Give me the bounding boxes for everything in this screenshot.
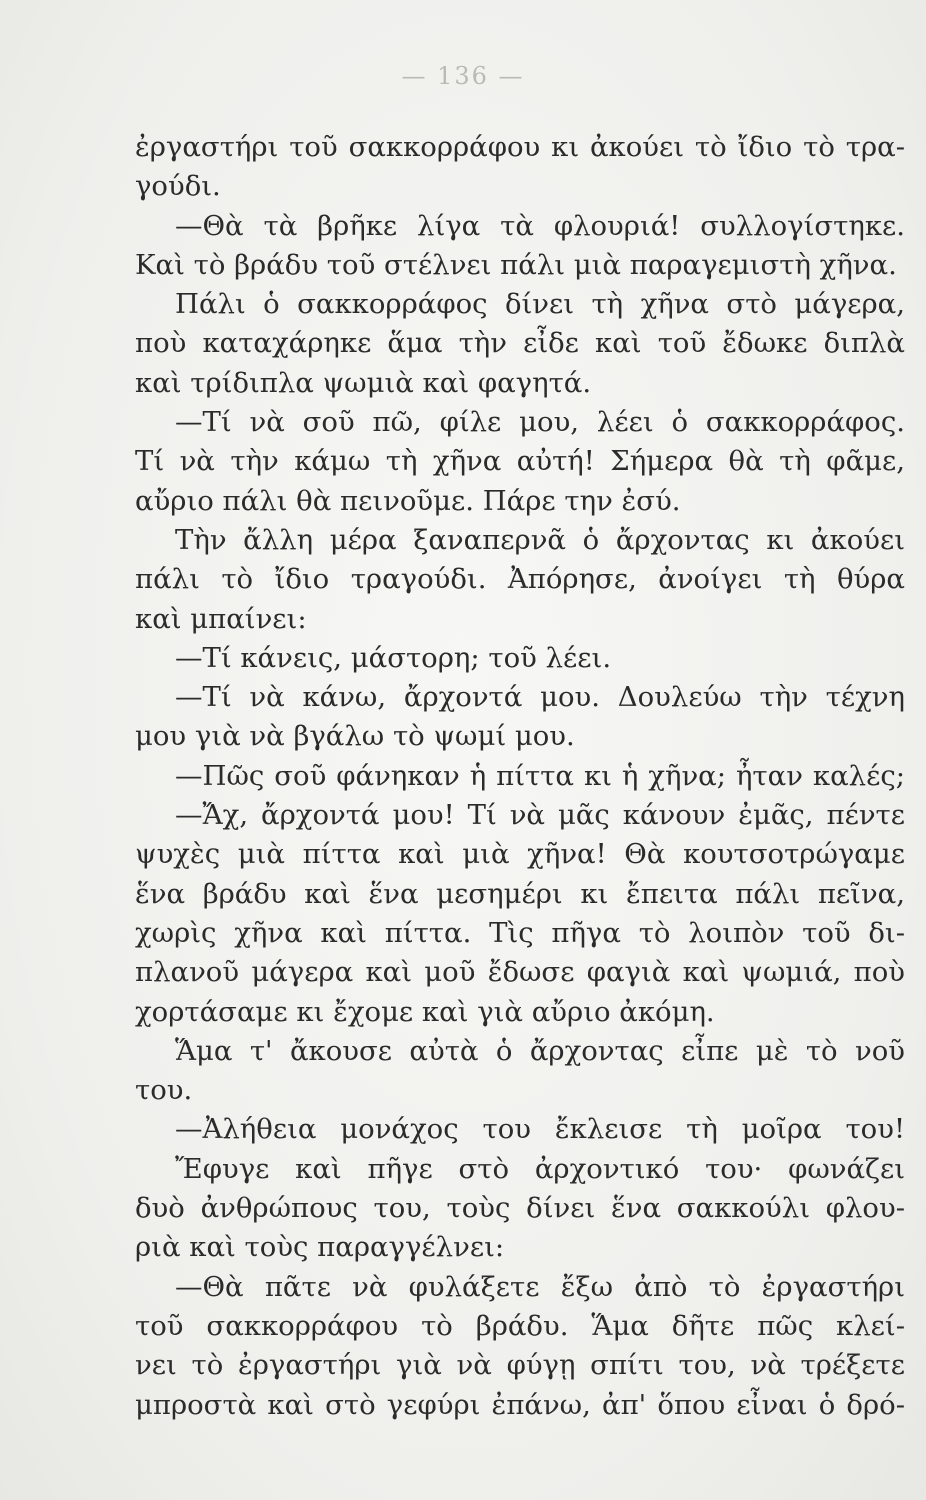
text-line: Ἅμα τ' ἄκουσε αὐτὰ ὁ ἄρχοντας εἶπε μὲ τὸ νοῦ xyxy=(175,1034,905,1067)
text-line: —Τί νὰ κάνω, ἄρχοντά μου. Δουλεύω τὴν τέχνη xyxy=(175,681,905,714)
text-line: καὶ μπαίνει: xyxy=(135,602,307,635)
text-line: του. xyxy=(135,1074,193,1107)
text-line: νει τὸ ἐργαστήρι γιὰ νὰ φύγῃ σπίτι του, νὰ τρέξετε xyxy=(135,1349,905,1382)
text-line: Τί νὰ τὴν κάμω τὴ χῆνα αὐτή! Σήμερα θὰ τὴ φᾶμε, xyxy=(135,445,905,478)
text-line: δυὸ ἀνθρώπους του, τοὺς δίνει ἕνα σακκούλι φλου- xyxy=(135,1192,905,1225)
text-line: τοῦ σακκορράφου τὸ βράδυ. Ἅμα δῆτε πῶς κλεί- xyxy=(135,1309,905,1342)
text-line: —Ἄχ, ἄρχοντά μου! Τί νὰ μᾶς κάνουν ἐμᾶς, πέντε xyxy=(175,799,905,832)
text-line: πλανοῦ μάγερα καὶ μοῦ ἔδωσε φαγιὰ καὶ ψωμιά, ποὺ xyxy=(135,956,905,989)
text-line: Τὴν ἄλλη μέρα ξαναπερνᾶ ὁ ἄρχοντας κι ἀκούει xyxy=(175,523,905,556)
text-line: Ἔφυγε καὶ πῆγε στὸ ἀρχοντικό του· φωνάζει xyxy=(175,1152,905,1185)
text-line: μπροστὰ καὶ στὸ γεφύρι ἐπάνω, ἀπ' ὅπου εἶναι ὁ δρό- xyxy=(135,1388,905,1421)
text-line: Πάλι ὁ σακκορράφος δίνει τὴ χῆνα στὸ μάγερα, xyxy=(175,288,905,321)
text-line: —Θὰ τὰ βρῆκε λίγα τὰ φλουριά! συλλογίστηκε. xyxy=(175,209,905,242)
text-line: Καὶ τὸ βράδυ τοῦ στέλνει πάλι μιὰ παραγεμιστὴ χῆνα. xyxy=(135,248,897,281)
text-line: ριὰ καὶ τοὺς παραγγέλνει: xyxy=(135,1231,505,1264)
text-line: ἐργαστήρι τοῦ σακκορράφου κι ἀκούει τὸ ἴδιο τὸ τρα- xyxy=(135,131,905,163)
text-line: μου γιὰ νὰ βγάλω τὸ ψωμί μου. xyxy=(135,720,575,753)
text-line: χορτάσαμε κι ἔχομε καὶ γιὰ αὔριο ἀκόμη. xyxy=(135,995,715,1028)
text-line: γούδι. xyxy=(135,170,221,203)
page-number: — 136 — xyxy=(401,62,525,90)
text-line: —Πῶς σοῦ φάνηκαν ἡ πίττα κι ἡ χῆνα; ἦταν καλές; xyxy=(175,759,905,792)
text-line: ψυχὲς μιὰ πίττα καὶ μιὰ χῆνα! Θὰ κουτσοτρώγαμε xyxy=(135,838,905,871)
text-line: —Τί κάνεις, μάστορη; τοῦ λέει. xyxy=(175,641,612,674)
body-text xyxy=(135,128,905,1425)
text-line: ποὺ καταχάρηκε ἅμα τὴν εἶδε καὶ τοῦ ἔδωκε διπλὰ xyxy=(135,327,905,360)
text-line: ἕνα βράδυ καὶ ἕνα μεσημέρι κι ἔπειτα πάλι πεῖνα, xyxy=(135,877,905,910)
text-line: —Θὰ πᾶτε νὰ φυλάξετε ἔξω ἀπὸ τὸ ἐργαστήρι xyxy=(175,1270,905,1303)
text-line: αὔριο πάλι θὰ πεινοῦμε. Πάρε την ἐσύ. xyxy=(135,484,681,517)
text-line: πάλι τὸ ἴδιο τραγούδι. Ἀπόρησε, ἀνοίγει τὴ θύρα xyxy=(135,563,905,596)
text-line: —Ἀλήθεια μονάχος του ἔκλεισε τὴ μοῖρα του! xyxy=(175,1113,905,1146)
text-line: καὶ τρίδιπλα ψωμιὰ καὶ φαγητά. xyxy=(135,366,592,399)
text-line: χωρὶς χῆνα καὶ πίττα. Τὶς πῆγα τὸ λοιπὸν τοῦ δι- xyxy=(135,916,905,949)
text-line: —Τί νὰ σοῦ πῶ, φίλε μου, λέει ὁ σακκορράφος. xyxy=(175,406,905,439)
